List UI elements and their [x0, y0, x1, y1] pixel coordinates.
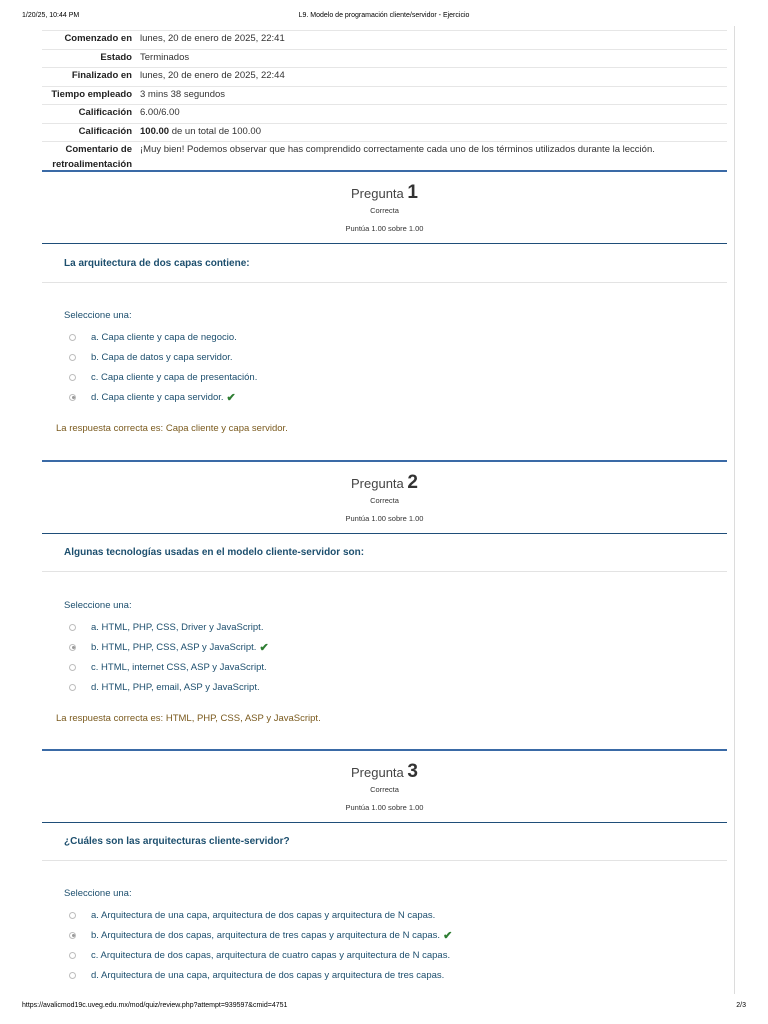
radio-button-selected[interactable]	[69, 932, 76, 939]
question-2-info	[42, 460, 727, 534]
question-number: 1	[407, 182, 418, 203]
question-grade: Puntúa 1.00 sobre 1.00	[345, 224, 424, 233]
radio-button[interactable]	[69, 664, 76, 671]
answer-label: b. Capa de datos y capa servidor.	[91, 351, 233, 363]
answer-option-a[interactable]	[64, 905, 724, 925]
summary-label: Calificación	[78, 107, 132, 118]
question-2-text: Algunas tecnologías usadas en el modelo cliente-servidor son:	[42, 534, 727, 572]
grade-total: de un total de 100.00	[169, 125, 261, 137]
check-icon: ✔	[443, 929, 453, 942]
print-page-number: 2/3	[736, 1002, 746, 1009]
answer-option-b[interactable]	[64, 925, 724, 945]
question-grade: Puntúa 1.00 sobre 1.00	[345, 514, 424, 523]
question-word: Pregunta	[351, 765, 404, 780]
question-1-info	[42, 170, 727, 244]
answer-label: c. Arquitectura de dos capas, arquitectura de cuatro capas y arquitectura de N capas.	[91, 949, 451, 961]
question-3-text: ¿Cuáles son las arquitecturas cliente-servidor?	[42, 823, 727, 861]
answer-label: d. Capa cliente y capa servidor.	[91, 391, 224, 403]
radio-button[interactable]	[69, 952, 76, 959]
answer-label: b. Arquitectura de dos capas, arquitectura de tres capas y arquitectura de N capas.	[91, 929, 441, 941]
answer-label: a. Arquitectura de una capa, arquitectura de dos capas y arquitectura de N capas.	[91, 909, 436, 921]
answer-label: a. Capa cliente y capa de negocio.	[91, 331, 237, 343]
print-url[interactable]: https://avalicmod19c.uveg.edu.mx/mod/quiz/review.php?attempt=939597&cmid=4751	[22, 1002, 288, 1009]
answer-label: c. Capa cliente y capa de presentación.	[91, 371, 258, 383]
answer-prompt: Seleccione una:	[64, 888, 132, 899]
check-icon: ✔	[259, 641, 269, 654]
question-3-info	[42, 749, 727, 823]
summary-label: Tiempo empleado	[51, 88, 132, 100]
summary-label-line: Comentario de	[65, 144, 132, 155]
answer-label: c. HTML, internet CSS, ASP y JavaScript.	[91, 661, 267, 673]
question-word: Pregunta	[351, 186, 404, 201]
radio-button[interactable]	[69, 354, 76, 361]
summary-label-line: retroalimentación	[52, 159, 132, 170]
summary-value: 3 mins 38 segundos	[140, 88, 226, 100]
answer-option-b[interactable]	[64, 637, 724, 657]
answer-label: d. Arquitectura de una capa, arquitectura de dos capas y arquitectura de tres capas.	[91, 969, 445, 981]
summary-value: lunes, 20 de enero de 2025, 22:41	[140, 33, 285, 44]
question-state: Correcta	[370, 785, 399, 794]
summary-value: lunes, 20 de enero de 2025, 22:44	[140, 70, 285, 81]
answer-option-d[interactable]	[64, 965, 724, 985]
answer-label: b. HTML, PHP, CSS, ASP y JavaScript.	[91, 641, 257, 653]
answer-option-a[interactable]	[64, 617, 724, 637]
print-date: 1/20/25, 10:44 PM	[22, 12, 80, 19]
summary-row-finished	[42, 68, 727, 87]
answer-option-c[interactable]	[64, 657, 724, 677]
answer-option-c[interactable]	[64, 945, 724, 965]
summary-label: Comenzado en	[64, 33, 132, 44]
question-number: 3	[407, 761, 418, 782]
summary-value	[140, 124, 727, 140]
radio-button[interactable]	[69, 334, 76, 341]
radio-button[interactable]	[69, 912, 76, 919]
question-grade: Puntúa 1.00 sobre 1.00	[345, 803, 424, 812]
check-icon: ✔	[226, 391, 236, 404]
summary-row-marks	[42, 105, 727, 124]
answer-option-d[interactable]	[64, 387, 724, 407]
answer-option-c[interactable]	[64, 367, 724, 387]
print-title: L9. Modelo de programación cliente/servidor - Ejercicio	[298, 12, 470, 19]
grade-value: 100.00	[140, 125, 170, 137]
question-word: Pregunta	[351, 476, 404, 491]
question-3-answers	[64, 888, 724, 985]
question-title	[42, 761, 727, 783]
question-number: 2	[407, 472, 418, 493]
radio-button-selected[interactable]	[69, 394, 76, 401]
radio-button[interactable]	[69, 374, 76, 381]
question-1-text: La arquitectura de dos capas contiene:	[42, 245, 727, 283]
radio-button[interactable]	[69, 972, 76, 979]
radio-button-selected[interactable]	[69, 644, 76, 651]
answer-option-a[interactable]	[64, 327, 724, 347]
answer-label: a. HTML, PHP, CSS, Driver y JavaScript.	[91, 621, 264, 633]
answer-option-d[interactable]	[64, 677, 724, 697]
question-title	[42, 472, 727, 494]
question-2-feedback: La respuesta correcta es: HTML, PHP, CSS, ASP y JavaScript.	[56, 713, 321, 724]
summary-row-time	[42, 87, 727, 106]
answer-option-b[interactable]	[64, 347, 724, 367]
summary-label: Estado	[100, 51, 132, 63]
question-1-feedback: La respuesta correcta es: Capa cliente y capa servidor.	[56, 423, 288, 434]
summary-row-started	[42, 30, 727, 50]
print-header	[0, 12, 768, 24]
radio-button[interactable]	[69, 684, 76, 691]
answer-prompt: Seleccione una:	[64, 600, 132, 611]
question-state: Correcta	[370, 496, 399, 505]
summary-value: 6.00/6.00	[140, 107, 180, 118]
summary-label: Calificación	[78, 125, 132, 137]
summary-value: Terminados	[140, 51, 190, 63]
answer-prompt: Seleccione una:	[64, 310, 132, 321]
question-2-answers	[64, 600, 724, 697]
radio-button[interactable]	[69, 624, 76, 631]
summary-value: ¡Muy bien! Podemos observar que has comprendido correctamente cada uno de los términos utilizados durante la lección.	[140, 144, 655, 155]
summary-label: Finalizado en	[71, 70, 132, 81]
answer-label: d. HTML, PHP, email, ASP y JavaScript.	[91, 681, 260, 693]
summary-row-grade	[42, 124, 727, 143]
attempt-summary-table	[42, 30, 727, 174]
question-title	[42, 182, 727, 204]
question-state: Correcta	[370, 206, 399, 215]
summary-row-state	[42, 50, 727, 69]
question-1-answers	[64, 310, 724, 407]
